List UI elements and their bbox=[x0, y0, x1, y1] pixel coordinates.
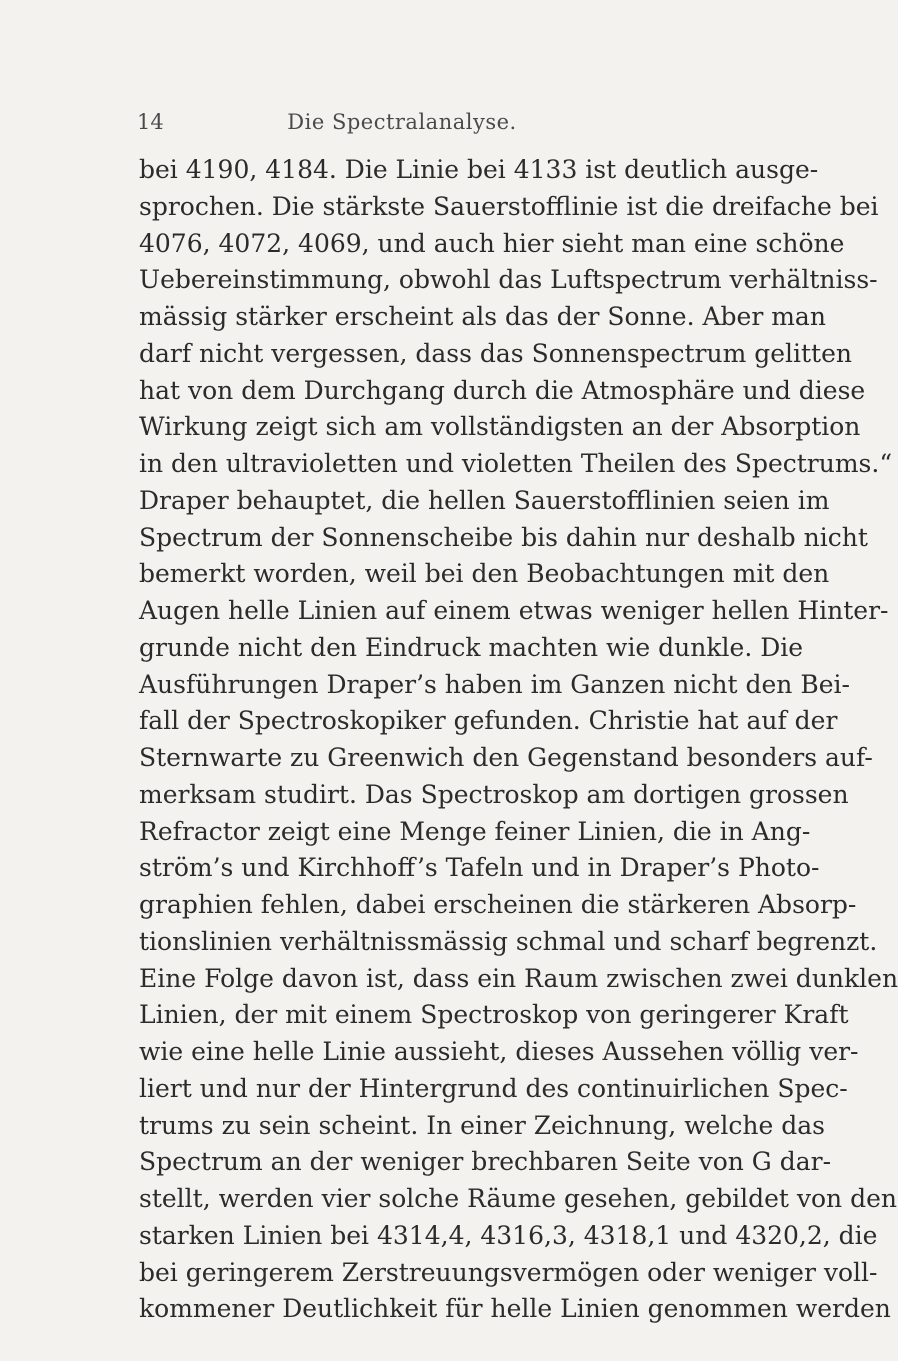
text-line: graphien fehlen, dabei erscheinen die stärkeren Absorp- bbox=[139, 890, 857, 919]
text-line: Ausführungen Draper’s haben im Ganzen nicht den Bei- bbox=[139, 669, 850, 699]
text-line: sprochen. Die stärkste Sauerstofflinie ist die dreifache bei bbox=[139, 191, 879, 221]
text-line: ström’s und Kirchhoff’s Tafeln und in Draper’s Photo- bbox=[139, 853, 820, 883]
text-line: in den ultravioletten und violetten Theilen des Spectrums.“ bbox=[139, 449, 893, 478]
text-line: starken Linien bei 4314,4, 4316,3, 4318,1 und 4320,2, die bbox=[139, 1220, 878, 1250]
text-line: hat von dem Durchgang durch die Atmosphäre und diese bbox=[139, 375, 866, 405]
text-line: grunde nicht den Eindruck machten wie dunkle. Die bbox=[139, 632, 804, 662]
text-line: bemerkt worden, weil bei den Beobachtungen mit den bbox=[139, 559, 830, 589]
text-line: stellt, werden vier solche Räume gesehen, gebildet von den bbox=[139, 1184, 897, 1213]
text-line: liert und nur der Hintergrund des continuirlichen Spec- bbox=[139, 1073, 848, 1103]
text-line: tionslinien verhältnissmässig schmal und scharf begrenzt. bbox=[139, 926, 878, 956]
text-line: 4076, 4072, 4069, und auch hier sieht man eine schöne bbox=[139, 228, 845, 258]
text-line: bei geringerem Zerstreuungsvermögen oder weniger voll- bbox=[139, 1257, 878, 1287]
text-line: Eine Folge davon ist, dass ein Raum zwischen zwei dunklen bbox=[139, 963, 898, 993]
text-line: mässig stärker erscheint als das der Sonne. Aber man bbox=[139, 302, 826, 331]
text-line: merksam studirt. Das Spectroskop am dortigen grossen bbox=[139, 779, 849, 809]
text-line: kommener Deutlichkeit für helle Linien genommen werden bbox=[139, 1294, 891, 1324]
text-line: wie eine helle Linie aussieht, dieses Aussehen völlig ver- bbox=[139, 1037, 859, 1066]
text-line: Sternwarte zu Greenwich den Gegenstand besonders auf- bbox=[139, 743, 873, 772]
text-line: Wirkung zeigt sich am vollständigsten an der Absorption bbox=[139, 412, 861, 442]
text-line: Draper behauptet, die hellen Sauerstofflinien seien im bbox=[139, 485, 830, 515]
text-line: bei 4190, 4184. Die Linie bei 4133 ist deutlich ausge- bbox=[139, 155, 819, 184]
text-line: trums zu sein scheint. In einer Zeichnung, welche das bbox=[139, 1110, 825, 1140]
text-line: Linien, der mit einem Spectroskop von geringerer Kraft bbox=[139, 1000, 849, 1030]
text-line: Uebereinstimmung, obwohl das Luftspectrum verhältniss- bbox=[139, 265, 878, 295]
text-line: fall der Spectroskopiker gefunden. Christie hat auf der bbox=[139, 706, 838, 736]
text-line: Refractor zeigt eine Menge feiner Linien, die in Ang- bbox=[139, 816, 811, 846]
text-line: Spectrum der Sonnenscheibe bis dahin nur deshalb nicht bbox=[139, 522, 868, 552]
text-line: darf nicht vergessen, dass das Sonnenspectrum gelitten bbox=[139, 338, 853, 368]
page-number: 14 bbox=[137, 110, 164, 134]
running-title: Die Spectralanalyse. bbox=[287, 110, 517, 134]
body-text bbox=[139, 152, 898, 1328]
text-line: Spectrum an der weniger brechbaren Seite von G dar- bbox=[139, 1147, 832, 1177]
text-line: Augen helle Linien auf einem etwas weniger hellen Hinter- bbox=[139, 596, 889, 625]
page-header bbox=[137, 110, 667, 140]
